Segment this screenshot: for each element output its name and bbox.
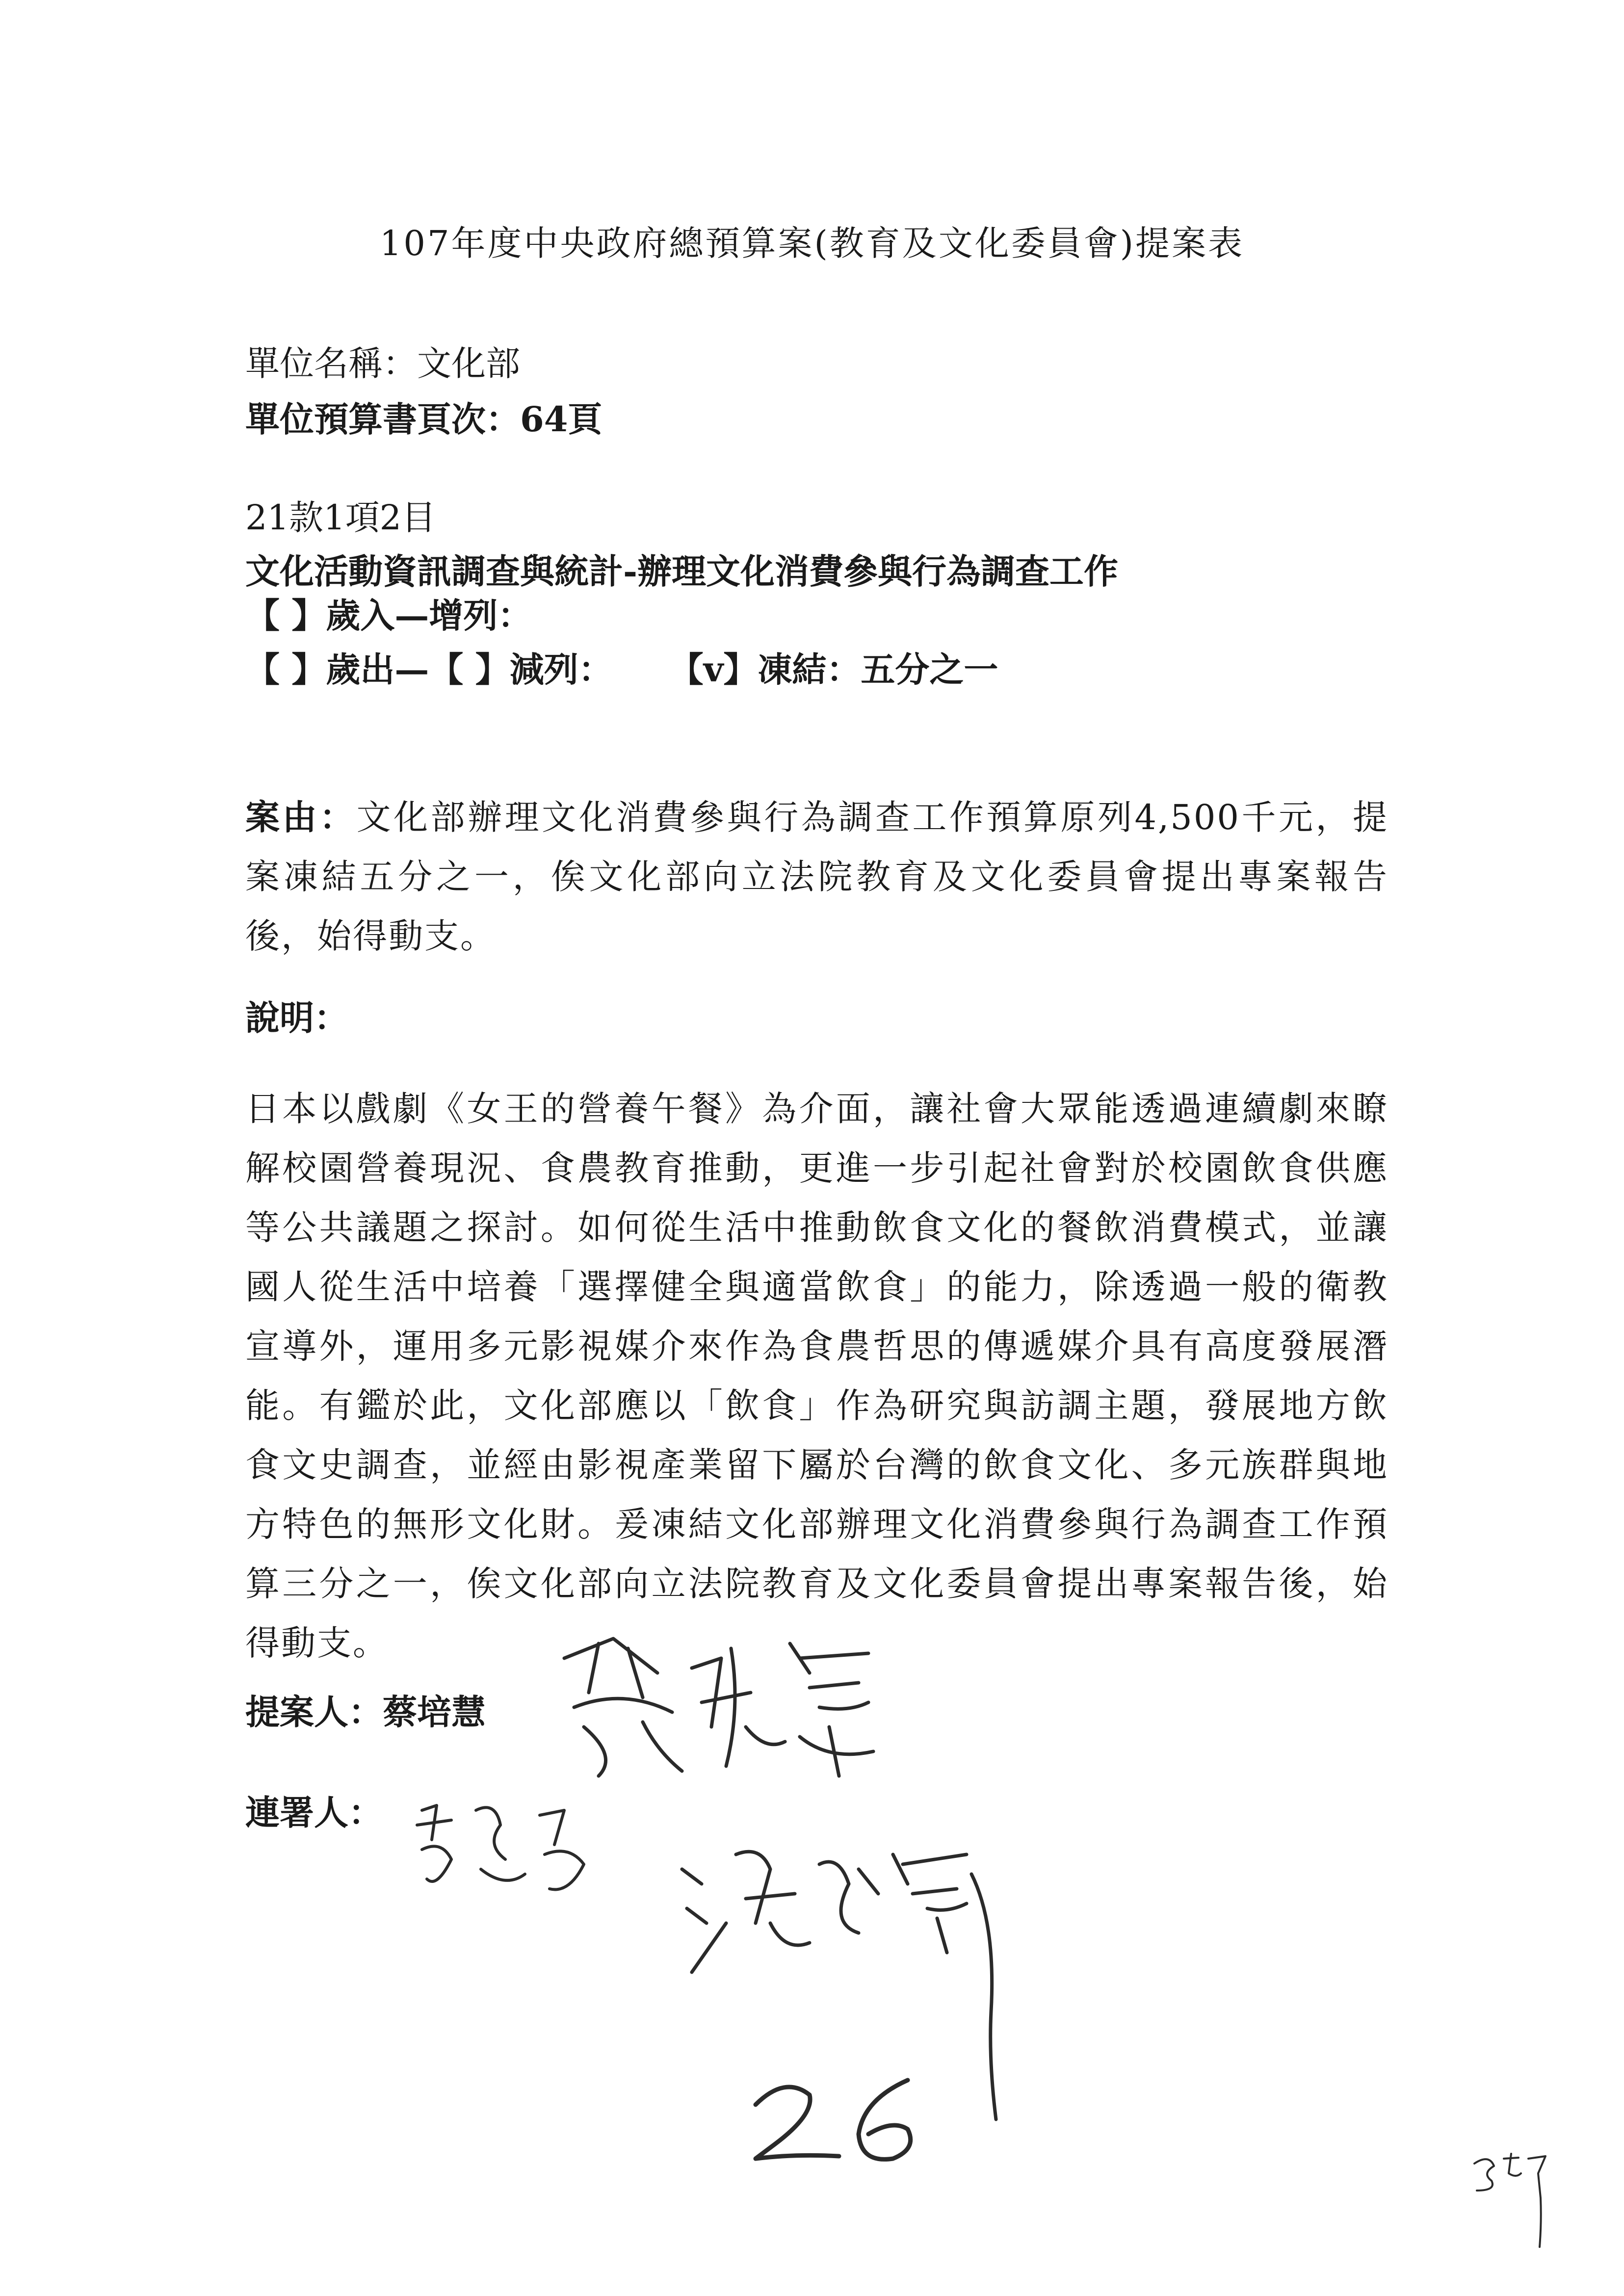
explanation-label: 說明： — [245, 997, 348, 1038]
revenue-line: 【 】歲入—增列： — [245, 595, 532, 636]
unit-name: 單位名稱：文化部 — [245, 343, 520, 384]
reason-text: 文化部辦理文化消費參與行為調查工作預算原列4,500千元，提案凍結五分之一，俟文化部向立法院教育及文化委員會提出專案報告後，始得動支。 — [245, 797, 1389, 956]
expenditure-line: 【 】歲出—【 】減列： — [245, 649, 613, 690]
cosigner-signature-1 — [407, 1791, 613, 1918]
explanation-text: 日本以戲劇《女王的營養午餐》為介面，讓社會大眾能透過連續劇來瞭解校園營養現況、食農教育推動，更進一步引起社會對於校園飲食供應等公共議題之探討。如何從生活中推動飲食文化的餐飲消費模式，並讓國人從生活中培養「選擇健全與適當飲食」的能力，除透過一般的衛教宣導外，運用多元影視媒介來作為食農哲思的傳遞媒介具有高度發展潛能。有鑑於此，文化部應以「飲食」作為研究與訪調主題，發展地方飲食文史調查，並經由影視產業留下屬於台灣的飲食文化、多元族群與地方特色的無形文化財。爰凍結文化部辦理文化消費參與行為調查工作預算三分之一，俟文化部向立法院教育及文化委員會提出專案報告後，始得動支。 — [245, 1089, 1388, 1663]
proposer-label: 提案人：蔡培慧 — [245, 1692, 486, 1732]
corner-handwritten-mark — [1467, 2144, 1565, 2257]
proposer-signature — [554, 1629, 888, 1786]
reason-paragraph — [245, 787, 1388, 966]
cosigner-label: 連署人： — [245, 1792, 383, 1833]
budget-page: 單位預算書頁次：64頁 — [245, 399, 602, 440]
section-title: 文化活動資訊調查與統計-辦理文化消費參與行為調查工作 — [245, 551, 1119, 592]
document-title: 107年度中央政府總預算案(教育及文化委員會)提案表 — [379, 223, 1245, 263]
section-ref: 21款1項2目 — [245, 497, 436, 538]
freeze-line: 【v】凍結：五分之一 — [686, 649, 998, 690]
handwritten-number — [746, 2070, 952, 2168]
expenditure-freeze-row — [245, 649, 998, 690]
reason-label: 案由： — [245, 797, 357, 837]
